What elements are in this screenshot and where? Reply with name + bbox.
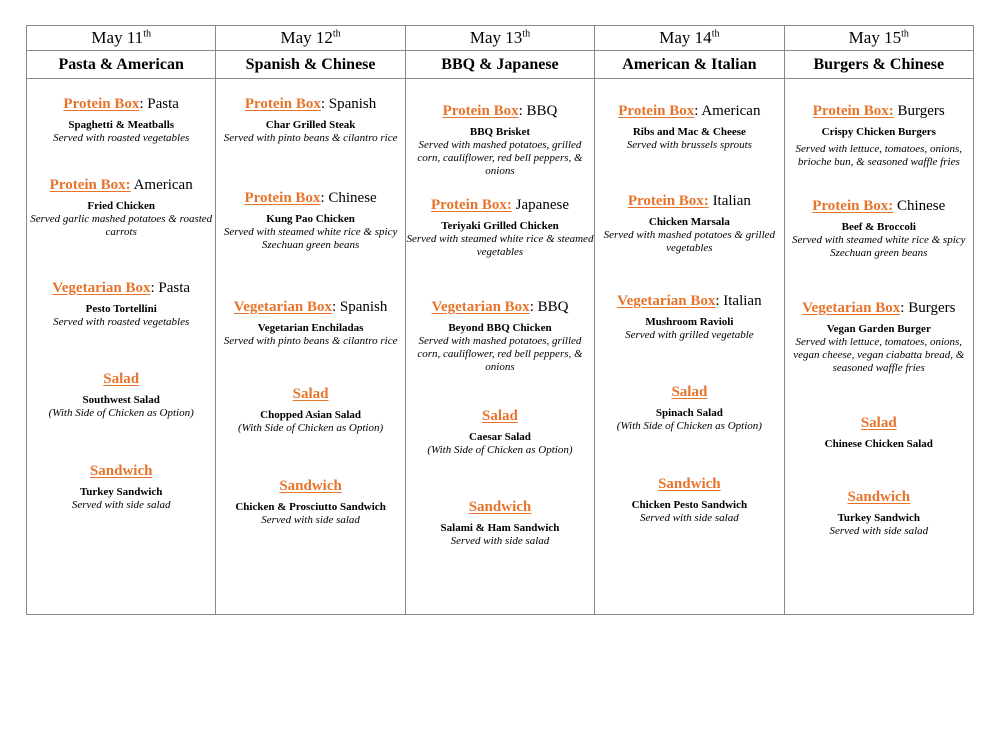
dish-note: Served with side salad (261, 514, 360, 526)
cuisine-label: Burgers (893, 103, 945, 119)
category-separator: : (518, 103, 523, 119)
date-suffix: th (522, 28, 531, 40)
dish-name: Caesar Salad (469, 431, 531, 443)
category-label: Protein Box (244, 96, 321, 112)
dish-name: BBQ Brisket (469, 126, 531, 138)
section-heading (27, 370, 215, 388)
category-label: Protein Box: (430, 197, 512, 213)
dish-name: Beef & Broccoli (841, 221, 916, 233)
dish-name: Chopped Asian Salad (260, 409, 362, 421)
category-separator: : (320, 96, 326, 112)
dish-name: Kung Pao Chicken (266, 213, 355, 225)
section-heading (406, 498, 594, 516)
cuisine-label: American (698, 103, 761, 119)
category-label: Vegetarian Box (52, 280, 151, 296)
section-heading (595, 475, 783, 493)
cuisine-label: Chinese (893, 198, 946, 214)
cuisine-label: Japanese (511, 197, 569, 213)
category-label: Sandwich (658, 476, 721, 492)
cuisine-label: Burgers (904, 300, 956, 316)
dish-note: Served garlic mashed potatoes & roasted carrots (30, 213, 213, 238)
date-text: May 11 (91, 28, 144, 47)
cuisine-label: Italian (719, 293, 762, 309)
section-heading (216, 298, 404, 316)
menu-section-protein-box-2 (785, 197, 973, 260)
dish-note: (With Side of Chicken as Option) (427, 444, 573, 456)
cuisine-label: American (130, 177, 193, 193)
section-heading (27, 176, 215, 194)
day-column-may-12 (216, 79, 405, 615)
section-heading (595, 192, 783, 210)
cuisine-label: Spanish (325, 96, 377, 112)
menu-section-salad (595, 383, 783, 433)
menu-section-protein-box-2 (216, 189, 404, 252)
dish-note: (With Side of Chicken as Option) (238, 422, 384, 434)
section-heading (785, 414, 973, 432)
menu-section-salad (785, 414, 973, 451)
dish-name: Turkey Sandwich (837, 512, 920, 524)
dish-note: Served with pinto beans & cilantro rice (223, 132, 398, 144)
cuisine-label: Pasta (143, 96, 179, 112)
dish-note: Served with side salad (640, 512, 739, 524)
category-label: Protein Box (63, 96, 140, 112)
dish-name: Teriyaki Grilled Chicken (441, 220, 559, 232)
dish-name: Chinese Chicken Salad (824, 438, 933, 450)
menu-section-protein-box-1 (406, 102, 594, 178)
section-heading (595, 383, 783, 401)
section-heading (785, 299, 973, 317)
menu-section-vegetarian-box (27, 279, 215, 329)
section-heading (216, 477, 404, 495)
theme-header: Spanish & Chinese (216, 51, 405, 79)
menu-section-sandwich (216, 477, 404, 527)
day-column-may-15 (784, 79, 973, 615)
section-heading (406, 196, 594, 214)
cuisine-label: Chinese (324, 190, 377, 206)
date-suffix: th (332, 28, 341, 40)
menu-section-salad (27, 370, 215, 420)
dish-note: Served with mashed potatoes & grilled vegetables (603, 229, 776, 254)
dish-note: Served with steamed white rice & spicy Szechuan green beans (792, 234, 966, 259)
menu-section-vegetarian-box (785, 299, 973, 375)
date-header (784, 26, 973, 51)
category-label: Protein Box: (49, 177, 131, 193)
dish-name: Ribs and Mac & Cheese (632, 126, 746, 138)
menu-section-salad (216, 385, 404, 435)
dish-name: Beyond BBQ Chicken (448, 322, 552, 334)
category-label: Salad (482, 408, 518, 424)
theme-header: BBQ & Japanese (405, 51, 594, 79)
section-heading (785, 197, 973, 215)
menu-section-protein-box-2 (406, 196, 594, 259)
section-heading (27, 462, 215, 480)
category-separator: : (529, 299, 534, 315)
dish-name: Vegan Garden Burger (826, 323, 931, 335)
theme-header: Burgers & Chinese (784, 51, 973, 79)
dish-name: Crispy Chicken Burgers (821, 126, 936, 138)
date-header (216, 26, 405, 51)
category-label: Sandwich (279, 478, 342, 494)
category-label: Vegetarian Box (617, 293, 716, 309)
cuisine-label: Italian (708, 193, 751, 209)
cuisine-label: Pasta (154, 280, 191, 296)
dish-note: Served with roasted vegetables (53, 132, 190, 144)
cuisine-label: BBQ (522, 103, 558, 119)
menu-section-sandwich (785, 488, 973, 538)
category-label: Salad (671, 384, 708, 400)
category-label: Vegetarian Box (233, 299, 332, 315)
section-heading (216, 189, 404, 207)
date-header (595, 26, 784, 51)
category-label: Protein Box: (627, 193, 709, 209)
day-column-may-11 (27, 79, 216, 615)
menu-section-sandwich (406, 498, 594, 548)
dish-note: Served with steamed white rice & spicy Szechuan green beans (223, 226, 398, 251)
menu-section-protein-box-2 (595, 192, 783, 255)
dish-note: Served with lettuce, tomatoes, onions, brioche bun, & seasoned waffle fries (795, 143, 963, 168)
dish-name: Chicken Pesto Sandwich (631, 499, 748, 511)
date-row (27, 26, 974, 51)
dish-name: Southwest Salad (82, 394, 160, 406)
category-label: Salad (103, 371, 140, 387)
dish-note: Served with steamed white rice & steamed vegetables (406, 233, 594, 258)
menu-section-protein-box-1 (595, 102, 783, 152)
category-separator: : (320, 190, 325, 206)
category-label: Salad (860, 415, 897, 431)
category-separator: : (900, 300, 905, 316)
menu-section-protein-box-2 (27, 176, 215, 239)
day-column-may-14 (595, 79, 784, 615)
date-text: May 14 (659, 28, 712, 47)
dish-note: Served with brussels sprouts (626, 139, 752, 151)
date-suffix: th (711, 28, 720, 40)
menu-section-protein-box-1 (216, 95, 404, 145)
section-heading (785, 488, 973, 506)
category-separator: : (715, 293, 720, 309)
category-label: Sandwich (468, 499, 532, 515)
section-heading (27, 95, 215, 113)
cuisine-label: Spanish (336, 299, 388, 315)
dish-name: Chicken & Prosciutto Sandwich (235, 501, 386, 513)
dish-note: (With Side of Chicken as Option) (48, 407, 194, 419)
menu-section-sandwich (27, 462, 215, 512)
theme-header: American & Italian (595, 51, 784, 79)
dish-name: Chicken Marsala (648, 216, 730, 228)
category-label: Vegetarian Box (802, 300, 901, 316)
category-separator: : (150, 280, 155, 296)
date-header (27, 26, 216, 51)
menu-section-salad (406, 407, 594, 457)
menu-section-protein-box-1 (27, 95, 215, 145)
category-separator: : (694, 103, 699, 119)
dish-note: Served with grilled vegetable (625, 329, 754, 341)
section-heading (785, 102, 973, 120)
dish-note: Served with roasted vegetables (53, 316, 190, 328)
date-header (405, 26, 594, 51)
dish-name: Vegetarian Enchiladas (257, 322, 364, 334)
date-suffix: th (143, 28, 151, 40)
section-heading (27, 279, 215, 297)
dish-note: Served with side salad (829, 525, 929, 537)
category-label: Protein Box: (812, 198, 894, 214)
section-heading (406, 407, 594, 425)
category-label: Protein Box (442, 103, 519, 119)
dish-name: Salami & Ham Sandwich (440, 522, 560, 534)
date-text: May 12 (280, 28, 333, 47)
category-label: Protein Box (618, 103, 695, 119)
dish-name: Char Grilled Steak (265, 119, 356, 131)
dish-note: Served with mashed potatoes, grilled corn, cauliflower, red bell peppers, & onions (417, 335, 583, 373)
date-suffix: th (901, 28, 909, 40)
menu-section-sandwich (595, 475, 783, 525)
date-text: May 13 (469, 28, 523, 47)
day-column-may-13 (405, 79, 594, 615)
category-label: Protein Box (244, 190, 321, 206)
theme-row (27, 51, 974, 79)
date-text: May 15 (848, 28, 902, 47)
category-label: Sandwich (89, 463, 153, 479)
section-heading (595, 102, 783, 120)
section-heading (216, 385, 404, 403)
category-label: Salad (292, 386, 329, 402)
menu-section-protein-box-1 (785, 102, 973, 169)
dish-note: Served with side salad (450, 535, 550, 547)
cuisine-label: BBQ (533, 299, 569, 315)
category-label: Protein Box: (812, 103, 894, 119)
category-label: Sandwich (847, 489, 911, 505)
theme-header: Pasta & American (27, 51, 216, 79)
menu-body-row (27, 79, 974, 615)
dish-name: Spaghetti & Meatballs (68, 119, 175, 131)
menu-section-vegetarian-box (406, 298, 594, 374)
dish-note: Served with side salad (71, 499, 171, 511)
dish-note: Served with lettuce, tomatoes, onions, vegan cheese, vegan ciabatta bread, & seasoned waffle fries (793, 336, 965, 374)
dish-note: Served with mashed potatoes, grilled corn, cauliflower, red bell peppers, & onions (417, 139, 583, 177)
menu-section-vegetarian-box (216, 298, 404, 348)
category-separator: : (139, 96, 144, 112)
dish-note: (With Side of Chicken as Option) (616, 420, 762, 432)
dish-name: Pesto Tortellini (85, 303, 157, 315)
weekly-menu-table (26, 25, 974, 615)
section-heading (406, 102, 594, 120)
dish-name: Spinach Salad (655, 407, 723, 419)
section-heading (216, 95, 404, 113)
menu-section-vegetarian-box (595, 292, 783, 342)
category-label: Vegetarian Box (431, 299, 530, 315)
dish-name: Turkey Sandwich (79, 486, 163, 498)
dish-name: Mushroom Ravioli (645, 316, 734, 328)
category-separator: : (331, 299, 337, 315)
dish-name: Fried Chicken (87, 200, 155, 212)
section-heading (406, 298, 594, 316)
section-heading (595, 292, 783, 310)
dish-note: Served with pinto beans & cilantro rice (223, 335, 398, 347)
